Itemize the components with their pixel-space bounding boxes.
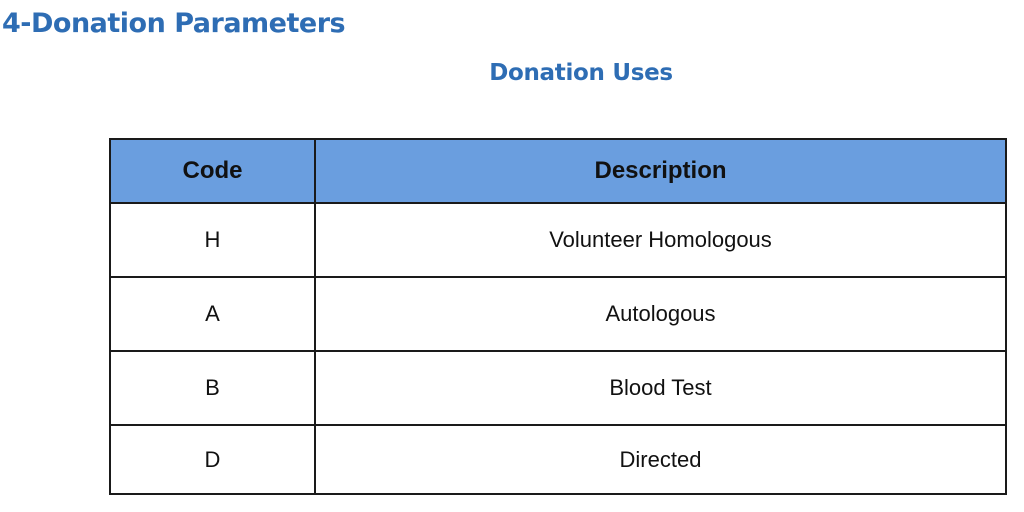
cell-code: H: [110, 203, 315, 277]
cell-code: D: [110, 425, 315, 494]
column-header-description: Description: [315, 139, 1006, 203]
table-row: [110, 425, 1006, 494]
table-row: [110, 277, 1006, 351]
table-header-row: [110, 139, 1006, 203]
cell-description: Volunteer Homologous: [315, 203, 1006, 277]
cell-description: Blood Test: [315, 351, 1006, 425]
section-title: 4-Donation Parameters: [2, 8, 346, 39]
cell-code: B: [110, 351, 315, 425]
donation-uses-table: [109, 138, 1007, 495]
table-title: Donation Uses: [489, 60, 673, 86]
column-header-code: Code: [110, 139, 315, 203]
table-row: [110, 203, 1006, 277]
cell-description: Directed: [315, 425, 1006, 494]
cell-description: Autologous: [315, 277, 1006, 351]
cell-code: A: [110, 277, 315, 351]
table-row: [110, 351, 1006, 425]
